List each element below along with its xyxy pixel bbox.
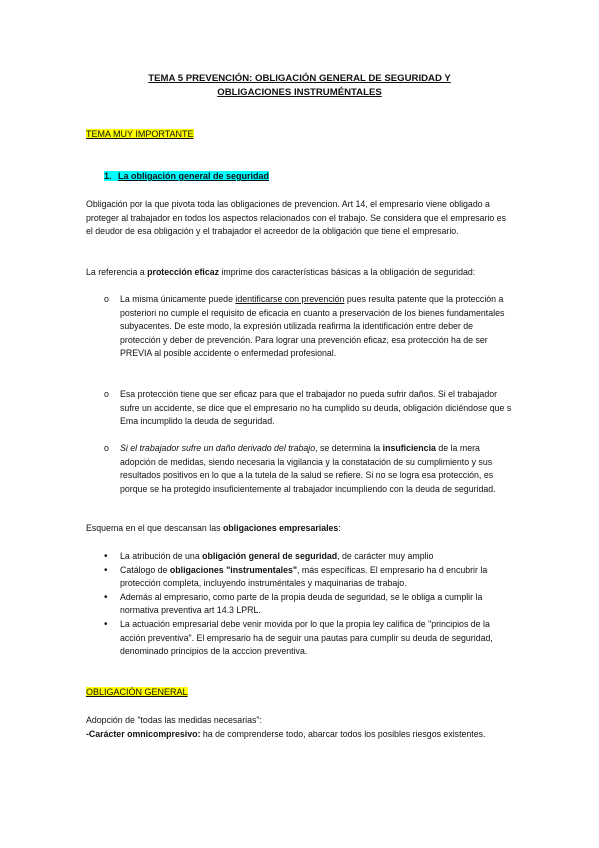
item-text: , se determina la bbox=[315, 443, 383, 453]
list-item bbox=[86, 388, 513, 429]
paragraph-reference-pre: La referencia a bbox=[86, 267, 148, 277]
list-item bbox=[86, 618, 513, 659]
section-number: 1. bbox=[104, 171, 112, 181]
paragraph-scheme-pre: Esquema en el que descansan las bbox=[86, 523, 223, 533]
item-bold: obligación general de seguridad bbox=[202, 551, 338, 561]
circle-bullet: o bbox=[104, 389, 109, 399]
item-text: La atribución de una bbox=[120, 551, 203, 561]
bullet: • bbox=[104, 591, 108, 603]
item-text: , más específicas. El empresario ha d encubrir la protección completa, incluyendo instruméntales y maquinarias de trabajo. bbox=[120, 564, 488, 589]
circle-bullet: o bbox=[104, 294, 109, 304]
item-text: Esa protección tiene que ser eficaz para que el trabajador no pueda sufrir daños. Si el trabajador sufre un accidente, se dice que el empresario no ha cumplido su deuda, obligación diciéndose que s Ema incumplido la deuda de seguridad. bbox=[120, 389, 512, 427]
item-text: pues resulta patente que la protección a posteriori no cumple el requisito de eficacia en cuanto a preservación de los bienes fundamentales subyacentes. De este modo, la expresión utilizada reafirma la identificación entre deber de protección y deber de prevención. Para lograr una prevención eficaz, esa protección ha de ser PREVIA al posible accidente o enfermedad profesional. bbox=[120, 294, 505, 359]
paragraph-omnicomprehensive-post: ha de comprenderse todo, abarcar todos los posibles riesgos existentes. bbox=[200, 729, 486, 739]
item-text: , de carácter muy amplio bbox=[337, 551, 434, 561]
characteristics-list-2 bbox=[86, 388, 513, 429]
characteristics-list-3 bbox=[86, 442, 513, 496]
list-item bbox=[86, 591, 513, 618]
item-text: de la mera adopción de medidas, siendo necesaria la vigilancia y la constatación de su cumplimiento y sus resultados positivos en lo que a la tutela de la salud se refiere. Si no se logra esa protección, es porque se ha protegido insuficientemente al trabajador incumpliendo con la deuda de seguridad. bbox=[120, 443, 496, 494]
tag-general-obligation-label: OBLIGACIÓN GENERAL bbox=[86, 687, 188, 697]
item-underline: identificarse con prevención bbox=[235, 294, 345, 304]
characteristics-list bbox=[86, 293, 513, 361]
item-text: La misma únicamente puede bbox=[120, 294, 236, 304]
paragraph-scheme-post: : bbox=[338, 523, 341, 533]
paragraph-omnicomprehensive-bold: -Carácter omnicompresivo: bbox=[86, 729, 201, 739]
paragraph-scheme-bold: obligaciones empresariales bbox=[222, 523, 339, 533]
bullet: • bbox=[104, 551, 108, 562]
paragraph-reference-bold: protección eficaz bbox=[147, 267, 220, 277]
list-item bbox=[86, 293, 513, 361]
tag-general-obligation bbox=[86, 686, 513, 700]
item-bold: insuficiencia bbox=[382, 443, 436, 453]
item-bold: obligaciones "instrumentales" bbox=[169, 564, 298, 575]
paragraph-scheme bbox=[86, 522, 513, 536]
bullet: • bbox=[104, 564, 108, 576]
obligations-list bbox=[86, 550, 513, 659]
item-text: Catálogo de bbox=[120, 564, 170, 575]
item-text: La actuación empresarial debe venir movida por lo que la propia ley califica de "principios de la acción preventiva". El empresario ha de seguir una pautas para cumplir su deuda de seguridad, denominado principios de la acccion preventiva. bbox=[120, 618, 493, 657]
list-item bbox=[86, 442, 513, 496]
page-title bbox=[86, 72, 513, 100]
paragraph-reference-post: imprime dos características básicas a la obligación de seguridad: bbox=[219, 267, 476, 277]
item-text: Además al empresario, como parte de la propia deuda de seguridad, se le obliga a cumplir la normativa preventiva art 14.3 LPRL. bbox=[120, 591, 483, 616]
tag-important-label: TEMA MUY IMPORTANTE bbox=[86, 129, 194, 139]
paragraph-measures: Adopción de "todas las medidas necesarias": bbox=[86, 715, 262, 725]
tag-important bbox=[86, 128, 513, 142]
paragraph-omnicomprehensive bbox=[86, 728, 513, 742]
title-line-2: OBLIGACIONES INSTRUMÉNTALES bbox=[217, 87, 382, 98]
circle-bullet: o bbox=[104, 443, 109, 453]
title-line-1: TEMA 5 PREVENCIÓN: OBLIGACIÓN GENERAL DE SEGURIDAD Y bbox=[148, 73, 451, 84]
section-label: La obligación general de seguridad bbox=[118, 171, 270, 181]
item-italic: Si el trabajador sufre un daño derivado del trabajo bbox=[120, 443, 316, 453]
section-heading-highlight bbox=[104, 171, 269, 181]
list-item bbox=[86, 550, 513, 564]
paragraph-reference bbox=[86, 266, 513, 280]
bullet: • bbox=[104, 618, 108, 630]
list-item bbox=[86, 564, 513, 591]
section-heading-1 bbox=[86, 170, 513, 184]
paragraph-intro: Obligación por la que pivota toda las obligaciones de prevencion. Art 14, el empresario viene obligado a proteger al trabajador en todos los aspectos relacionados con el trabajo. Se considera que el empresario es el deudor de esa obligación y el trabajador el acreedor de la obligación que tiene el empresario. bbox=[86, 199, 507, 237]
